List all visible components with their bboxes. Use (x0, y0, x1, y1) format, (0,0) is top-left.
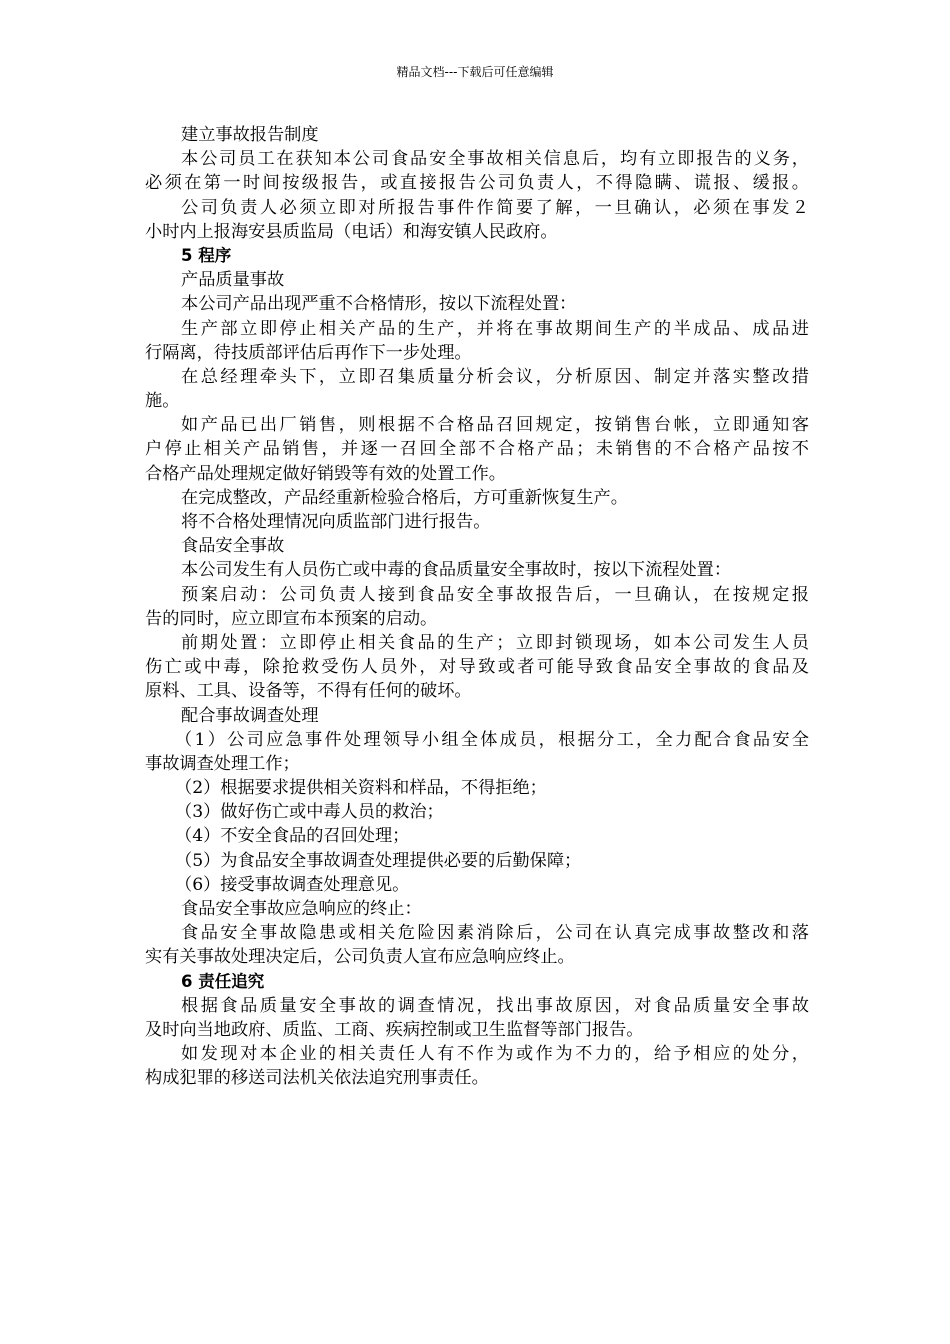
text-line: 食品安全事故 (181, 536, 285, 557)
text-line: 食品安全事故隐患或相关危险因素消除后，公司在认真完成事故整改和落 (181, 923, 809, 944)
text-line: 本公司员工在获知本公司食品安全事故相关信息后，均有立即报告的义务， (181, 149, 809, 170)
text-line: 产品质量事故 (181, 270, 285, 291)
text-line: 合格产品处理规定做好销毁等有效的处置工作。 (145, 463, 506, 484)
page-header: 精品文档---下载后可任意编辑 (396, 65, 554, 79)
text-line: 如发现对本企业的相关责任人有不作为或作为不力的，给予相应的处分， (181, 1044, 809, 1065)
text-line: 告的同时，应立即宣布本预案的启动。 (145, 608, 438, 629)
text-line: 5 程序 (181, 245, 232, 265)
document-body (145, 123, 809, 1091)
text-line: 户停止相关产品销售，并逐一召回全部不合格产品；未销售的不合格产品按不 (145, 439, 809, 460)
text-line: 食品安全事故应急响应的终止： (181, 899, 422, 919)
text-line: 伤亡或中毒，除抢救受伤人员外，对导致或者可能导致食品安全事故的食品及 (145, 657, 809, 678)
text-line: 本公司产品出现严重不合格情形，按以下流程处置： (181, 294, 577, 315)
text-line: 生产部立即停止相关产品的生产，并将在事故期间生产的半成品、成品进 (181, 318, 809, 339)
text-line: 配合事故调查处理 (181, 705, 319, 726)
text-line: （6）接受事故调查处理意见。 (175, 874, 410, 895)
text-line: （2）根据要求提供相关资料和样品，不得拒绝； (175, 778, 547, 799)
text-line: 实有关事故处理决定后，公司负责人宣布应急响应终止。 (145, 947, 575, 968)
text-line: 本公司发生有人员伤亡或中毒的食品质量安全事故时，按以下流程处置： (181, 560, 732, 581)
text-line: 将不合格处理情况向质监部门进行报告。 (181, 512, 491, 532)
text-line: 在总经理牵头下，立即召集质量分析会议，分析原因、制定并落实整改措 (181, 366, 809, 387)
text-line: 公司负责人必须立即对所报告事件作简要了解，一旦确认，必须在事发２ (181, 197, 809, 218)
text-line: 如产品已出厂销售，则根据不合格品召回规定，按销售台帐，立即通知客 (181, 415, 809, 436)
text-line: （1）公司应急事件处理领导小组全体成员，根据分工，全力配合食品安全 (175, 729, 809, 750)
text-line: 及时向当地政府、质监、工商、疾病控制或卫生监督等部门报告。 (145, 1019, 644, 1040)
text-line: 小时内上报海安县质监局（电话）和海安镇人民政府。 (145, 221, 558, 242)
text-line: 事故调查处理工作； (145, 753, 300, 774)
text-line: 原料、工具、设备等，不得有任何的破坏。 (145, 681, 472, 702)
text-line: （5）为食品安全事故调查处理提供必要的后勤保障； (175, 850, 582, 871)
text-line: 施。 (145, 391, 180, 412)
text-line: 必须在第一时间按级报告，或直接报告公司负责人，不得隐瞒、谎报、缓报。 (145, 173, 809, 194)
text-line: （4）不安全食品的召回处理； (175, 826, 410, 847)
text-line: 行隔离，待技质部评估后再作下一步处理。 (145, 342, 472, 363)
text-line: （3）做好伤亡或中毒人员的救治； (175, 802, 444, 823)
text-line: 前期处置：立即停止相关食品的生产；立即封锁现场，如本公司发生人员 (181, 632, 809, 653)
text-line: 预案启动：公司负责人接到食品安全事故报告后，一旦确认，在按规定报 (181, 584, 809, 605)
text-line: 建立事故报告制度 (181, 125, 319, 145)
text-line: 构成犯罪的移送司法机关依法追究刑事责任。 (145, 1068, 489, 1089)
text-line: 6 责任追究 (181, 971, 265, 991)
text-line: 根据食品质量安全事故的调查情况，找出事故原因，对食品质量安全事故 (181, 995, 809, 1016)
text-line: 在完成整改，产品经重新检验合格后，方可重新恢复生产。 (181, 487, 628, 508)
